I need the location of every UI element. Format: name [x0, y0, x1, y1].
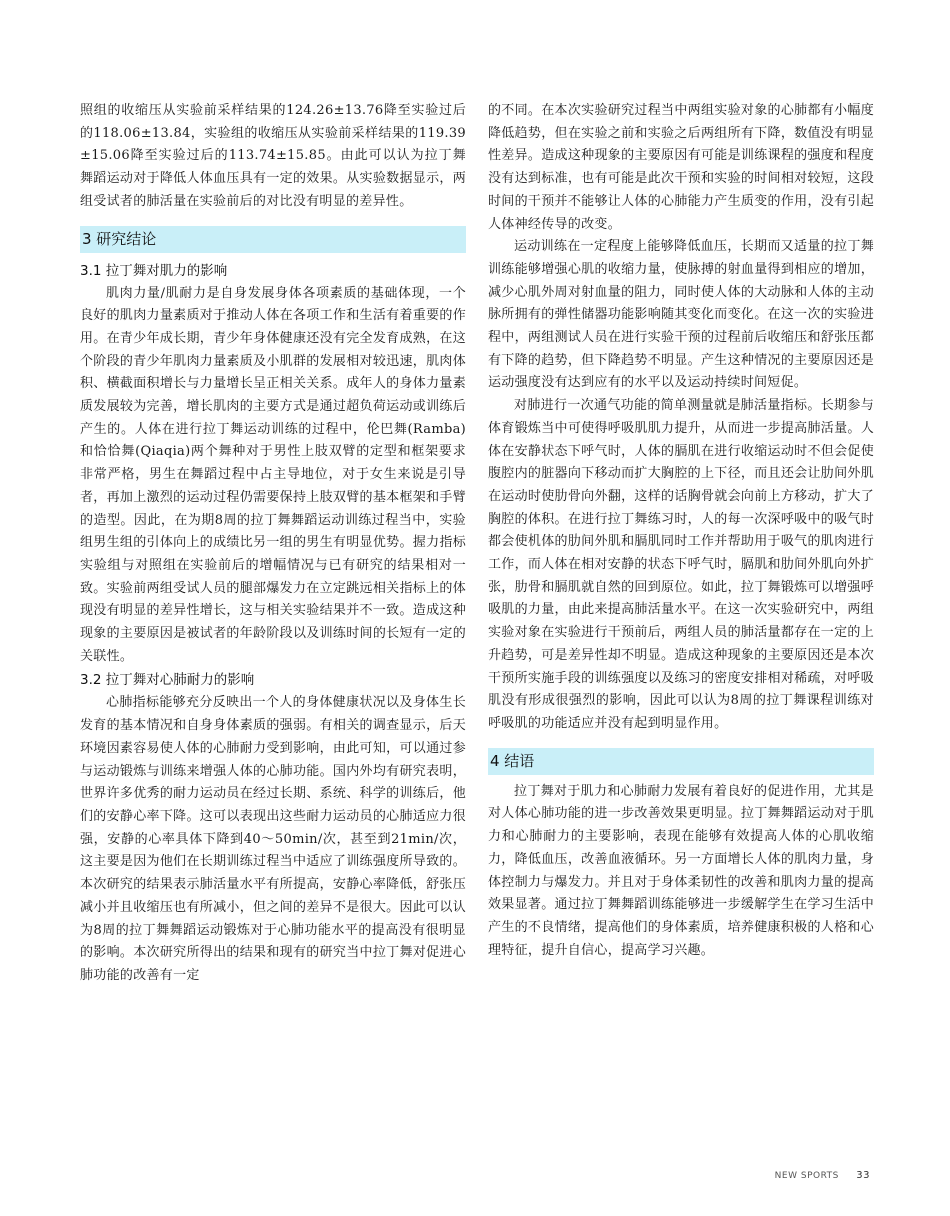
page-number: 33 [856, 1170, 870, 1181]
right-column [488, 100, 874, 962]
section-4-heading: 4 结语 [488, 748, 874, 775]
section-3-heading: 3 研究结论 [80, 226, 466, 253]
continuation-paragraph: 的不同。在本次实验研究过程当中两组实验对象的心肺都有小幅度降低趋势，但在实验之前和实验之后两组所有下降，数值没有明显性差异。造成这种现象的主要原因有可能是训练课程的强度和程度没有达到标准，也有可能是此次干预和实验的时间相对较短，这段时间的干预并不能够让人体的心肺能力产生质变的作用，没有引起人体神经传导的改变。 [488, 103, 874, 232]
subsection-3-2-paragraph: 心肺指标能够充分反映出一个人的身体健康状况以及身体生长发育的基本情况和自身身体素质的强弱。有相关的调查显示，后天环境因素容易使人体的心肺耐力受到影响，由此可知，可以通过参与运动锻炼与训练来增强人体的心肺功能。国内外均有研究表明，世界许多优秀的耐力运动员在经过长期、系统、科学的训练后，他们的安静心率下降。这可以表现出这些耐力运动员的心肺适应力很强，安静的心率具体下降到40～50min/次，甚至到21min/次，这主要是因为他们在长期训练过程当中适应了训练强度所导致的。本次研究的结果表示肺活量水平有所提高，安静心率降低，舒张压减小并且收缩压也有所减小，但之间的差异不是很大。因此可以认为8周的拉丁舞舞蹈运动锻炼对于心肺功能水平的提高没有很明显的影响。本次研究所得出的结果和现有的研究当中拉丁舞对促进心肺功能的改善有一定 [80, 695, 466, 983]
subsection-3-1-heading: 3.1 拉丁舞对肌力的影响 [80, 262, 228, 279]
blood-pressure-paragraph: 运动训练在一定程度上能够降低血压，长期而又适量的拉丁舞训练能够增强心肌的收缩力量，使脉搏的射血量得到相应的增加，减少心肌外周对射血量的阻力，同时使人体的大动脉和人体的主动脉所拥有的弹性储器功能影响随其变化而变化。在这一次的实验进程中，两组测试人员在进行实验干预的过程前后收缩压和舒张压都有下降的趋势，但下降趋势不明显。产生这种情况的主要原因还是运动强度没有达到应有的水平以及运动持续时间短促。 [488, 239, 874, 391]
subsection-3-2-heading: 3.2 拉丁舞对心肺耐力的影响 [80, 672, 255, 689]
page-footer [0, 1170, 870, 1181]
journal-name: NEW SPORTS [774, 1171, 839, 1181]
lung-capacity-paragraph: 对肺进行一次通气功能的简单测量就是肺活量指标。长期参与体育锻炼当中可使得呼吸肌肌力提升，从而进一步提高肺活量。人体在安静状态下呼气时，人体的膈肌在进行收缩运动时不但会促使腹腔内的脏器向下移动而扩大胸腔的上下径，而且还会让肋间外肌在运动时使肋骨向外翻，这样的话胸骨就会向前上方移动，扩大了胸腔的体积。在进行拉丁舞练习时，人的每一次深呼吸中的吸气时都会使机体的肋间外肌和膈肌同时工作并帮助用于吸气的肌肉进行工作，而人体在相对安静的状态下呼气时，膈肌和肋间外肌向外扩张，肋骨和膈肌就自然的回到原位。如此，拉丁舞锻炼可以增强呼吸肌的力量，由此来提高肺活量水平。在这一次实验研究中，两组实验对象在实验进行干预前后，两组人员的肺活量都存在一定的上升趋势，可是差异性却不明显。造成这种现象的主要原因还是本次干预所实施手段的训练强度以及练习的密度安排相对稀疏，对呼吸肌没有形成很强烈的影响，因此可以认为8周的拉丁舞课程训练对呼吸肌的功能适应并没有起到明显作用。 [488, 398, 874, 731]
conclusion-paragraph: 拉丁舞对于肌力和心肺耐力发展有着良好的促进作用，尤其是对人体心肺功能的进一步改善效果更明显。拉丁舞舞蹈运动对于肌力和心肺耐力的主要影响，表现在能够有效提高人体的心肌收缩力，降低血压，改善血液循环。另一方面增长人体的肌肉力量，身体控制力与爆发力。并且对于身体柔韧性的改善和肌肉力量的提高效果显著。通过拉丁舞舞蹈训练能够进一步缓解学生在学习生活中产生的不良情绪，提高他们的身体素质，培养健康积极的人格和心理特征，提升自信心，提高学习兴趣。 [488, 783, 874, 958]
intro-paragraph: 照组的收缩压从实验前采样结果的124.26±13.76降至实验过后的118.06±13.84，实验组的收缩压从实验前采样结果的119.39±15.06降至实验过后的113.74±15.85。由此可以认为拉丁舞舞蹈运动对于降低人体血压具有一定的效果。从实验数据显示，两组受试者的肺活量在实验前后的对比没有明显的差异性。 [80, 103, 466, 209]
left-column [80, 100, 466, 988]
subsection-3-1-paragraph: 肌肉力量/肌耐力是自身发展身体各项素质的基础体现，一个良好的肌肉力量素质对于推动人体在各项工作和生活有着重要的作用。在青少年成长期，青少年身体健康还没有完全发育成熟，在这个阶段的青少年肌肉力量素质及小肌群的发展相对较迅速，肌肉体积、横截面积增长与力量增长呈正相关关系。成年人的身体力量素质发展较为完善，增长肌肉的主要方式是通过超负荷运动或训练后产生的。人体在进行拉丁舞运动训练的过程中，伦巴舞(Ramba)和恰恰舞(Qiaqia)两个舞种对于男性上肢双臂的定型和框架要求非常严格，男生在舞蹈过程中占主导地位，对于女生来说是引导者，再加上激烈的运动过程仍需要保持上肢双臂的基本框架和手臂的造型。因此，在为期8周的拉丁舞舞蹈运动训练过程当中，实验组男生组的引体向上的成绩比另一组的男生有明显优势。握力指标实验组与对照组在实验前后的增幅情况与已有研究的结果相对一致。实验前两组受试人员的腿部爆发力在立定跳远相关指标上的体现没有明显的差异性增长，这与相关实验结果并不一致。造成这种现象的主要原因是被试者的年龄阶段以及训练时间的长短有一定的关联性。 [80, 285, 466, 664]
